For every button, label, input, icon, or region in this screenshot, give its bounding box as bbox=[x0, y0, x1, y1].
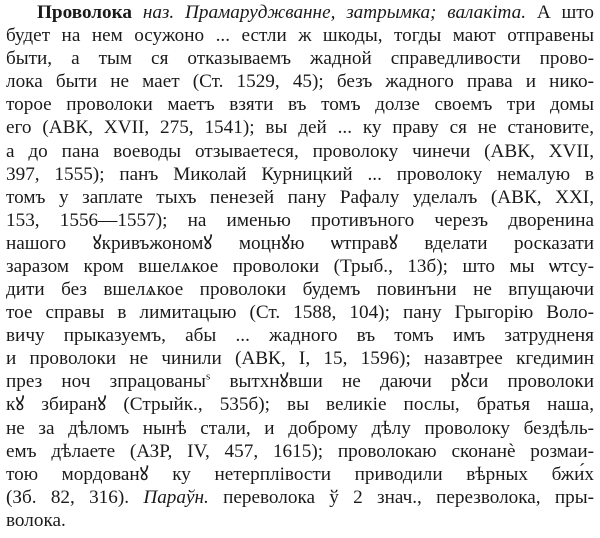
compare-label: Параўн. bbox=[143, 486, 209, 508]
quote-start: А што bbox=[536, 2, 595, 23]
entry-line-7: а до пана воеводы отзываетеся, проволоку чинечи (АВК, XVII, bbox=[6, 140, 594, 162]
entry-line-13: дити без вшелѧкое проволоки будемъ повинъни не впущаючи bbox=[6, 279, 594, 301]
headword: Проволока bbox=[37, 2, 132, 23]
entry-line-16: и проволоки не чинили (АВК, I, 15, 1596); назавтрее кгедимин bbox=[6, 348, 594, 370]
entry-line-10: 153, 1556—1557); на именью противъного черезъ дворенина bbox=[6, 209, 594, 231]
entry-line-9: томъ у заплате тыхъ пенезей пану Рафалу уделалъ (АВК, XXI, bbox=[6, 186, 594, 208]
entry-line-11: нашого ꙋкривъжономꙋ моцнꙋю ѡтправꙋ вделати росказати bbox=[6, 232, 594, 254]
entry-line-12: заразом кром вшелѧкое проволоки (Трыб., 13б); што мы ѡтсу- bbox=[6, 255, 594, 277]
line-17-part-a: през ноч зпрацованы bbox=[6, 371, 206, 393]
entry-line-2: будет на нем осужоно ... естли ж шкоды, тогды мают отправены bbox=[6, 25, 594, 47]
entry-line-21: тою мордованꙋ ку нетерплiвости приводили вѣрных бжи́х bbox=[6, 463, 594, 485]
footnote-marker: s bbox=[205, 371, 211, 383]
entry-line-15: вичу прыказуемъ, абы ... жадного въ томъ имъ затрудненя bbox=[6, 325, 594, 347]
definition: наз. Прамаруджванне, затрымка; валакiта. bbox=[142, 2, 527, 23]
entry-line-4: лока быти не мает (Ст. 1529, 45); безъ жадного права и нико- bbox=[6, 71, 594, 93]
entry-line-5: торое проволоки маетъ взяти въ томъ долзе своемъ три домы bbox=[6, 94, 594, 116]
entry-line-17 bbox=[6, 370, 594, 393]
entry-line-18: кꙋ збиранꙋ (Стрыйк., 535б); вы великiе послы, братья наша, bbox=[6, 394, 594, 416]
entry-line-8: 397, 1555); панъ Миколай Курницкий ... проволоку немалую в bbox=[6, 163, 594, 185]
line-22-part-a: (Зб. 82, 316). bbox=[6, 486, 130, 508]
entry-line-6: его (АВК, XVII, 275, 1541); вы дей ... ку праву ся не становите, bbox=[6, 117, 594, 139]
entry-line-3: быти, а тым ся отказываемъ жадной справедливости прово- bbox=[6, 48, 594, 70]
entry-line-1 bbox=[37, 1, 594, 24]
line-17-part-b: вытхнꙋвши не даючи рꙋси проволоки bbox=[229, 371, 595, 393]
entry-line-22 bbox=[6, 486, 594, 509]
entry-line-14: тое справы в лимитацыю (Ст. 1588, 104); пану Грыгорiю Воло- bbox=[6, 302, 594, 324]
line-22-part-b: переволока ў 2 знач., перезволока, пры- bbox=[223, 486, 595, 508]
entry-line-20: емъ дѣлаете (АЗР, IV, 457, 1615); проволокаю сконанѐ розмаи- bbox=[6, 440, 594, 462]
entry-line-23: волока. bbox=[6, 509, 66, 531]
entry-line-19: не за дѣломъ нынѣ стали, и доброму дѣлу проволоку бездѣль- bbox=[6, 417, 594, 439]
